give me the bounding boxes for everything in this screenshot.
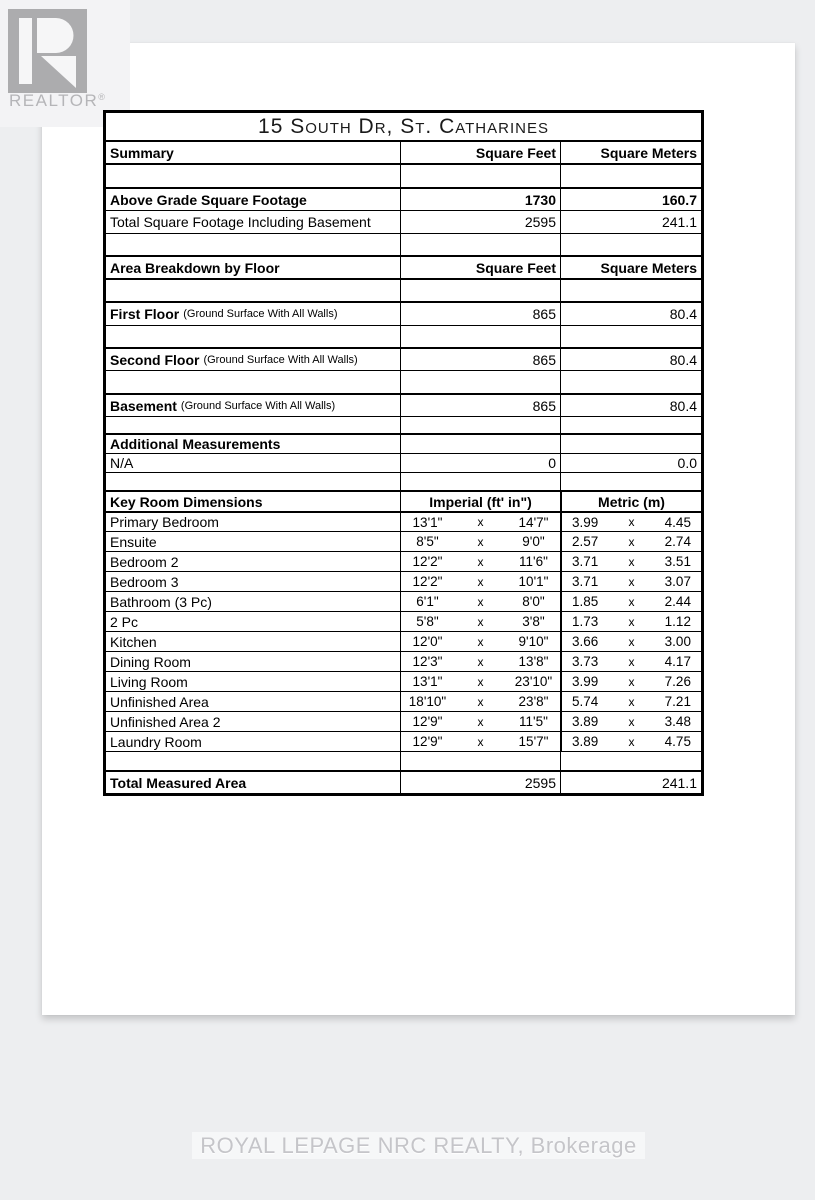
room-metric: 3.66 x 3.00 (560, 632, 701, 651)
room-metric: 2.57 x 2.74 (560, 532, 701, 551)
empty-row (106, 278, 701, 301)
sqm-value: 80.4 (560, 303, 701, 325)
room-row (106, 611, 701, 631)
room-row (106, 731, 701, 751)
sqm-value: 160.7 (560, 189, 701, 210)
room-name: Primary Bedroom (110, 514, 219, 530)
brokerage-watermark (42, 1133, 795, 1159)
summary-header-row (106, 140, 701, 163)
square-feet-header: Square Feet (400, 142, 560, 163)
room-name: Laundry Room (110, 733, 202, 750)
room-imperial: 12'9" x 11'5" (400, 712, 560, 731)
above-grade-row (106, 187, 701, 210)
room-row (106, 711, 701, 731)
sqft-value: 2595 (400, 211, 560, 233)
additional-header-row (106, 433, 701, 453)
total-label: Total Measured Area (110, 774, 247, 791)
square-feet-header: Square Feet (400, 257, 560, 278)
na-row (106, 453, 701, 472)
room-imperial: 12'0" x 9'10" (400, 632, 560, 651)
room-name: Bathroom (3 Pc) (110, 593, 212, 610)
room-name: Ensuite (110, 533, 157, 550)
realtor-logo (0, 0, 130, 127)
room-row (106, 551, 701, 571)
room-imperial: 18'10" x 23'8" (400, 692, 560, 711)
row-label: Above Grade Square Footage (110, 191, 307, 208)
room-name: Bedroom 3 (110, 573, 179, 590)
room-name: Living Room (110, 673, 188, 690)
empty-row (106, 325, 701, 347)
room-imperial: 12'2" x 11'6" (400, 552, 560, 571)
room-metric: 3.99 x 4.45 (560, 513, 701, 531)
room-metric: 3.71 x 3.51 (560, 552, 701, 571)
room-row (106, 531, 701, 551)
breakdown-header-row (106, 255, 701, 278)
rooms-header-row (106, 490, 701, 511)
total-with-basement-row (106, 210, 701, 233)
room-imperial: 13'1" x 23'10" (400, 672, 560, 691)
empty-row (106, 163, 701, 187)
imperial-header: Imperial (ft' in") (400, 492, 560, 511)
room-name: Unfinished Area 2 (110, 713, 221, 730)
room-row (106, 571, 701, 591)
room-imperial: 12'9" x 15'7" (400, 732, 560, 751)
second-floor-row (106, 347, 701, 370)
room-name: Unfinished Area (110, 693, 209, 710)
room-imperial: 13'1" x 14'7" (400, 513, 560, 531)
row-label: Basement (Ground Surface With All Walls) (110, 397, 336, 414)
total-row (106, 770, 701, 793)
empty-row (106, 472, 701, 490)
sqft-value: 865 (400, 303, 560, 325)
room-metric: 1.85 x 2.44 (560, 592, 701, 611)
total-sqft: 2595 (400, 772, 560, 793)
room-metric: 3.73 x 4.17 (560, 652, 701, 671)
sqm-value: 80.4 (560, 349, 701, 370)
room-imperial: 12'3" x 13'8" (400, 652, 560, 671)
empty-row (106, 370, 701, 393)
sqm-value: 241.1 (560, 211, 701, 233)
room-imperial: 5'8" x 3'8" (400, 612, 560, 631)
sqft-value: 865 (400, 349, 560, 370)
room-row (106, 591, 701, 611)
row-label: N/A (110, 455, 134, 471)
metric-header: Metric (m) (560, 492, 701, 511)
empty-row (106, 233, 701, 255)
room-imperial: 12'2" x 10'1" (400, 572, 560, 591)
room-name: Dining Room (110, 653, 191, 670)
room-metric: 5.74 x 7.21 (560, 692, 701, 711)
room-name: Kitchen (110, 633, 157, 650)
sqft-value: 0 (400, 454, 560, 472)
rooms-header-label: Key Room Dimensions (110, 493, 263, 510)
additional-header-label: Additional Measurements (110, 436, 281, 452)
square-meters-header: Square Meters (560, 257, 701, 278)
row-label: Second Floor (Ground Surface With All Walls) (110, 351, 358, 368)
row-label: Total Square Footage Including Basement (110, 214, 371, 230)
summary-header-label: Summary (110, 144, 174, 161)
row-label: First Floor (Ground Surface With All Walls) (110, 306, 338, 322)
room-metric: 3.99 x 7.26 (560, 672, 701, 691)
room-row (106, 671, 701, 691)
realtor-logo-icon (8, 9, 87, 93)
empty-row (106, 751, 701, 770)
sqm-value: 0.0 (560, 454, 701, 472)
basement-row (106, 393, 701, 416)
room-row (106, 651, 701, 671)
empty-row (106, 416, 701, 433)
room-imperial: 8'5" x 9'0" (400, 532, 560, 551)
realtor-word: REALTOR (9, 91, 99, 110)
room-name: 2 Pc (110, 613, 139, 630)
sqm-value: 80.4 (560, 395, 701, 416)
square-meters-header: Square Meters (560, 142, 701, 163)
room-name: Bedroom 2 (110, 553, 179, 570)
first-floor-row (106, 301, 701, 325)
room-metric: 3.71 x 3.07 (560, 572, 701, 591)
total-sqm: 241.1 (560, 772, 701, 793)
room-metric: 3.89 x 4.75 (560, 732, 701, 751)
registered-mark: ® (98, 92, 105, 102)
table-title: 15 South Dr, St. Catharines (258, 114, 549, 138)
brokerage-watermark-text: ROYAL LEPAGE NRC REALTY, Brokerage (192, 1132, 644, 1159)
room-imperial: 6'1" x 8'0" (400, 592, 560, 611)
realtor-logo-text (9, 91, 105, 111)
room-metric: 1.73 x 1.12 (560, 612, 701, 631)
sqft-value: 865 (400, 395, 560, 416)
room-row (106, 511, 701, 531)
breakdown-header-label: Area Breakdown by Floor (110, 259, 280, 276)
room-row (106, 631, 701, 651)
sqft-value: 1730 (400, 189, 560, 210)
measurement-table (103, 110, 704, 796)
room-metric: 3.89 x 3.48 (560, 712, 701, 731)
room-row (106, 691, 701, 711)
